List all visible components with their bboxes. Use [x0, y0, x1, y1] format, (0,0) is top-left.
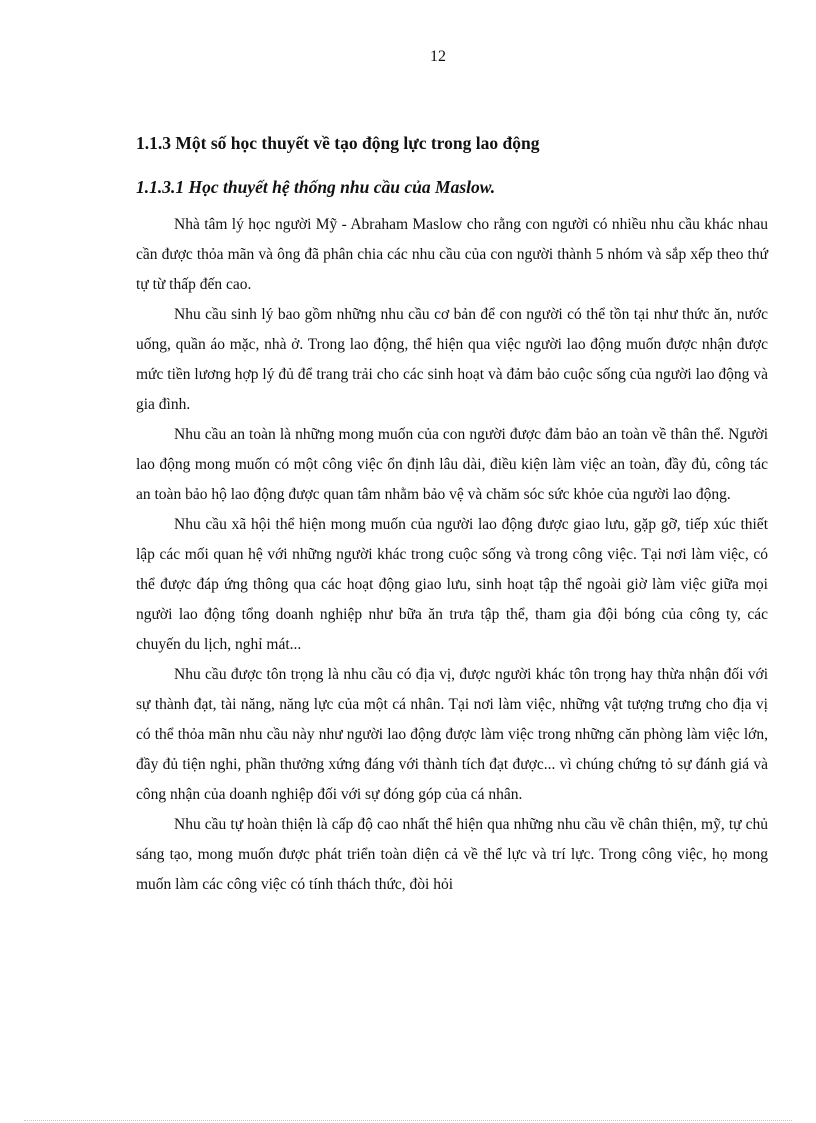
paragraph-self-actualization-needs: Nhu cầu tự hoàn thiện là cấp độ cao nhất thể hiện qua những nhu cầu về chân thiện, mỹ, tự chủ sáng tạo, mong muốn được phát triển toàn diện cả về thể lực và trí lực. Trong công việc, họ mong muốn làm các công việc có tính thách thức, đòi hỏi	[136, 816, 768, 893]
section-heading: 1.1.3 Một số học thuyết về tạo động lực trong lao động	[136, 133, 540, 153]
document-body	[136, 128, 768, 900]
paragraph-physiological-needs: Nhu cầu sinh lý bao gồm những nhu cầu cơ bản để con người có thể tồn tại như thức ăn, nước uống, quần áo mặc, nhà ở. Trong lao động, thể hiện qua việc người lao động muốn được nhận được mức tiền lương hợp lý đủ để trang trải cho các sinh hoạt và đảm bảo cuộc sống của người lao động và gia đình.	[136, 306, 768, 413]
paragraph-intro: Nhà tâm lý học người Mỹ - Abraham Maslow cho rằng con người có nhiều nhu cầu khác nhau cần được thỏa mãn và ông đã phân chia các nhu cầu của con người thành 5 nhóm và sắp xếp theo thứ tự từ thấp đến cao.	[136, 216, 768, 293]
paragraph-safety-needs: Nhu cầu an toàn là những mong muốn của con người được đảm bảo an toàn về thân thể. Người lao động mong muốn có một công việc ổn định lâu dài, điều kiện làm việc an toàn, đầy đủ, công tác an toàn bảo hộ lao động được quan tâm nhằm bảo vệ và chăm sóc sức khỏe của người lao động.	[136, 426, 768, 503]
page-bottom-divider	[24, 1120, 792, 1121]
paragraph-esteem-needs: Nhu cầu được tôn trọng là nhu cầu có địa vị, được người khác tôn trọng hay thừa nhận đối với sự thành đạt, tài năng, năng lực của một cá nhân. Tại nơi làm việc, những vật tượng trưng cho địa vị có thể thỏa mãn nhu cầu này như người lao động được làm việc trong những căn phòng làm việc lớn, đầy đủ tiện nghi, phần thưởng xứng đáng với thành tích đạt được... vì chúng chứng tỏ sự đánh giá và công nhận của doanh nghiệp đối với sự đóng góp của cá nhân.	[136, 666, 768, 803]
subsection-heading: 1.1.3.1 Học thuyết hệ thống nhu cầu của Maslow.	[136, 177, 496, 197]
page-number: 12	[430, 48, 446, 65]
paragraph-social-needs: Nhu cầu xã hội thể hiện mong muốn của người lao động được giao lưu, gặp gỡ, tiếp xúc thiết lập các mối quan hệ với những người khác trong cuộc sống và trong công việc. Tại nơi làm việc, có thể được đáp ứng thông qua các hoạt động giao lưu, sinh hoạt tập thể ngoài giờ làm việc giữa mọi người lao động tổng doanh nghiệp như bữa ăn trưa tập thể, tham gia đội bóng của công ty, các chuyến du lịch, nghỉ mát...	[136, 516, 768, 653]
